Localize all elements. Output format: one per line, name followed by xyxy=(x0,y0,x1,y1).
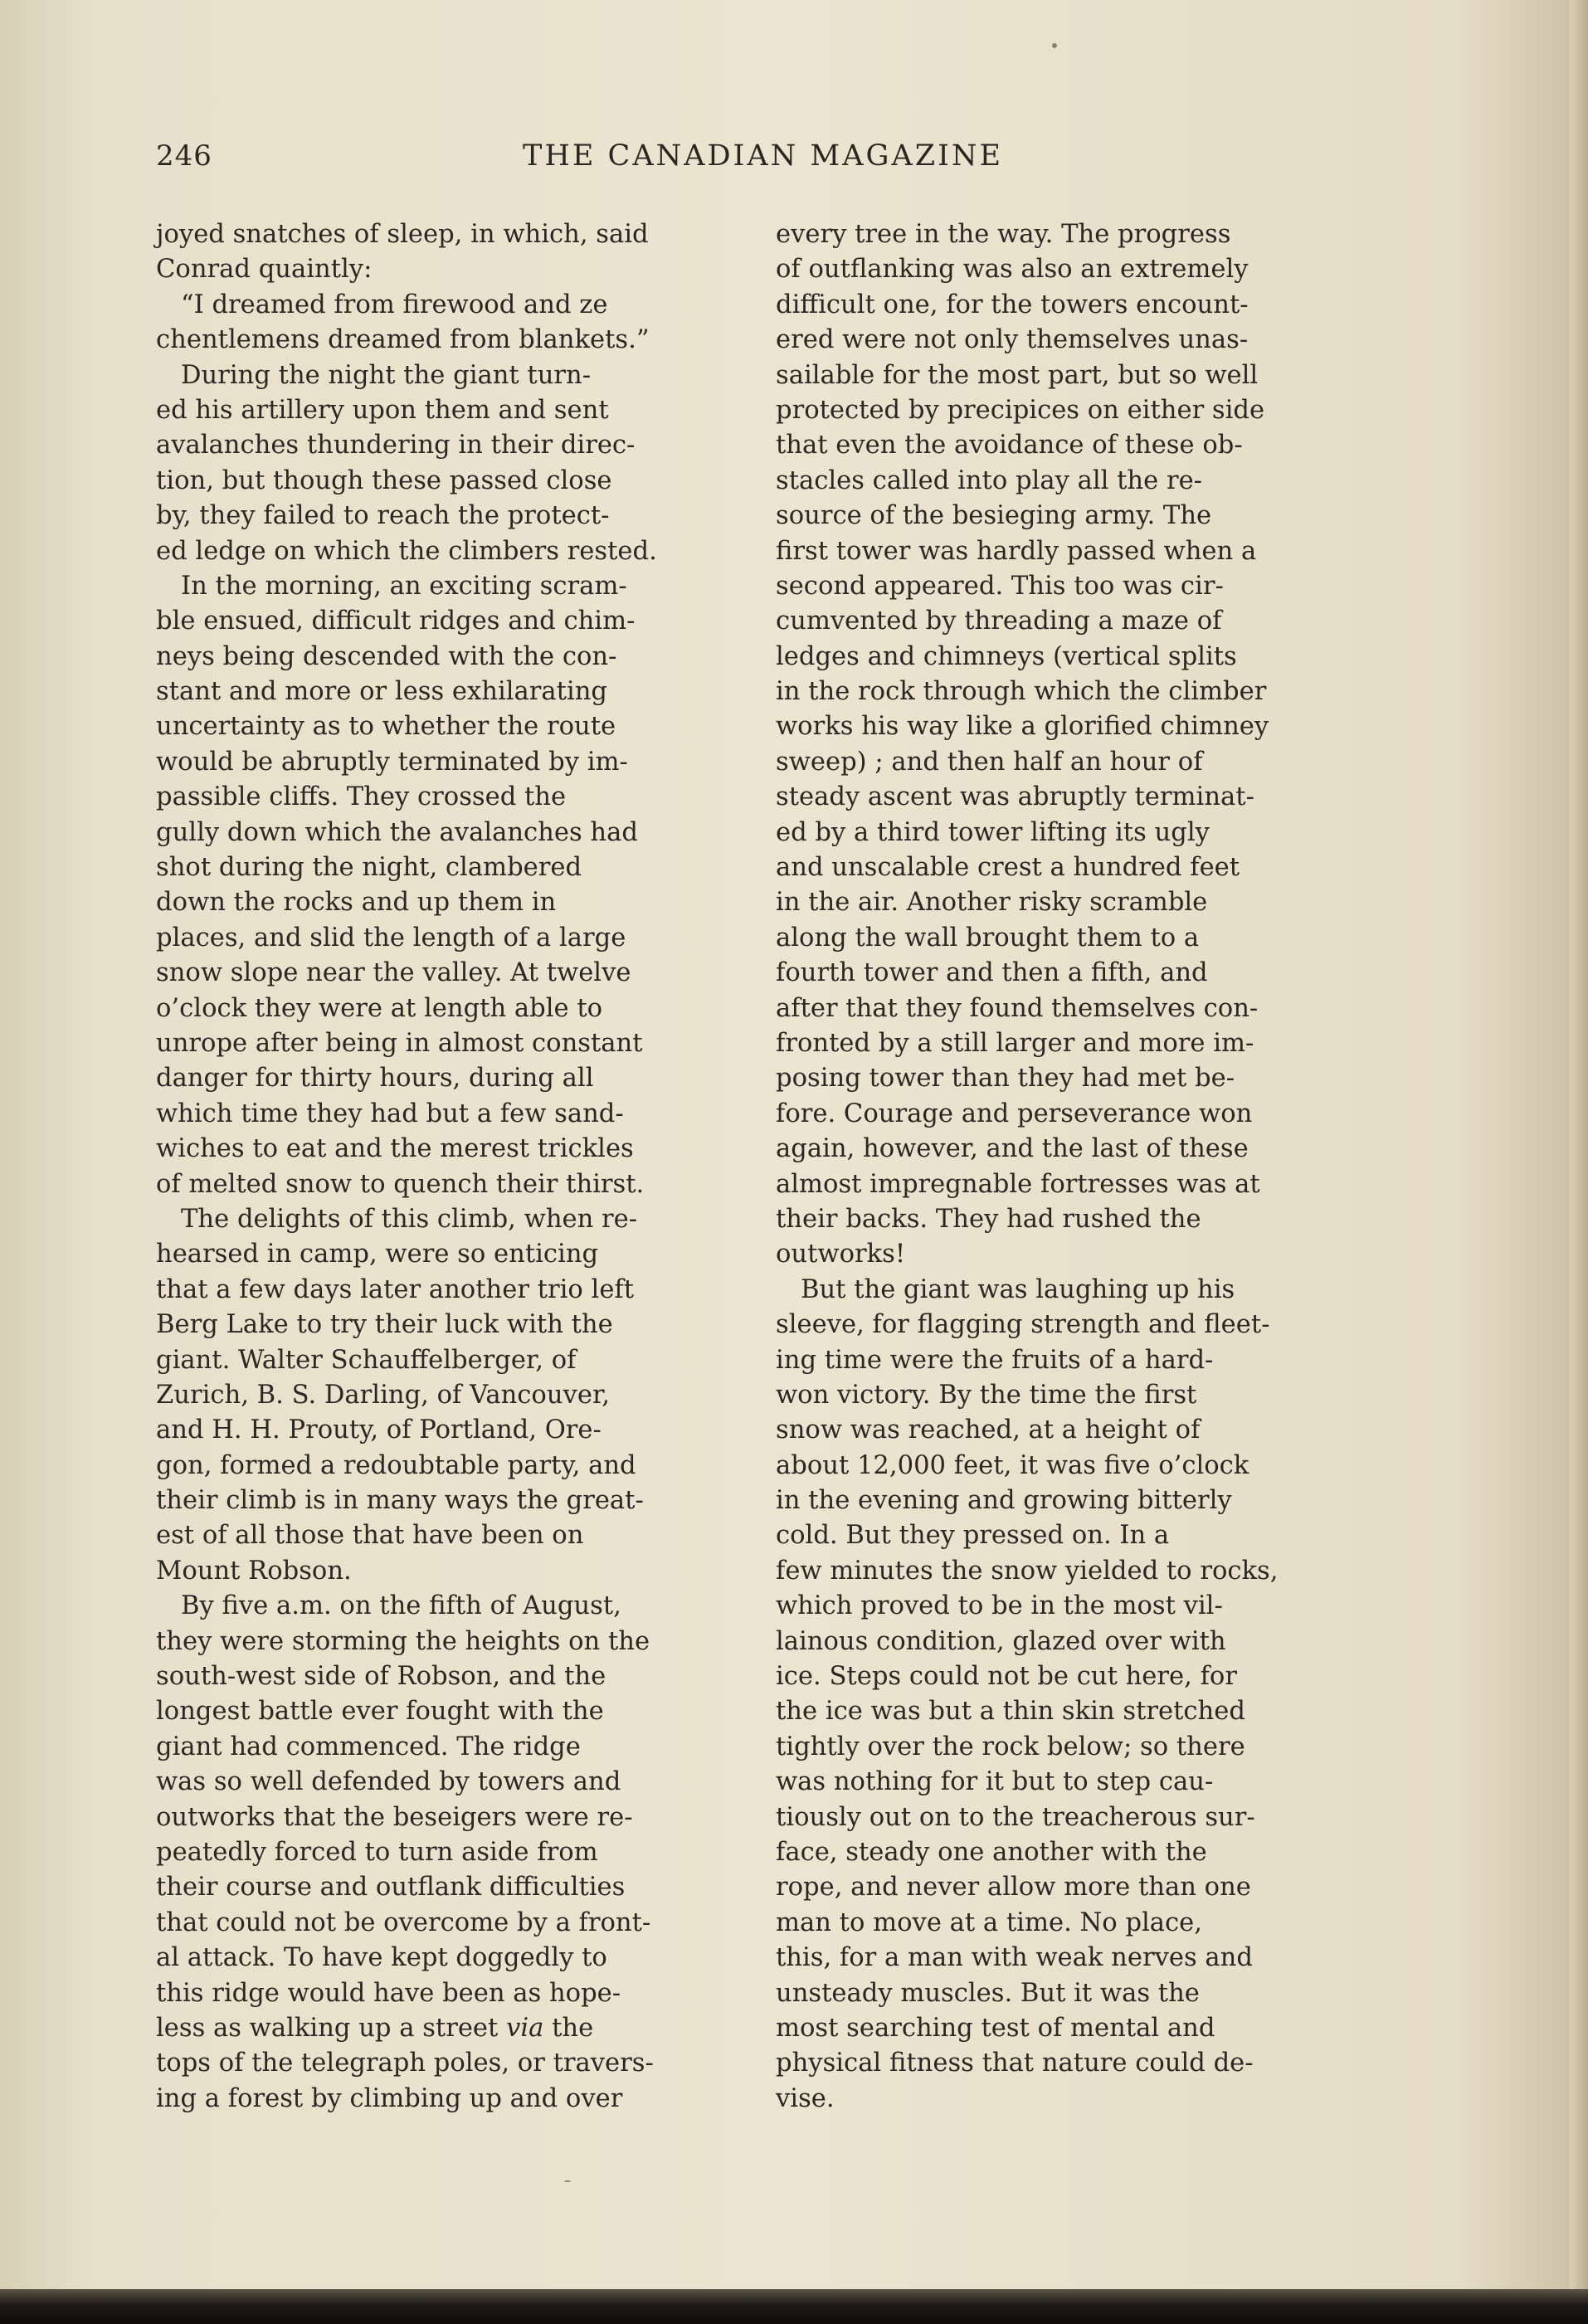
text-line-content: their backs. They had rushed the xyxy=(776,1204,1201,1234)
text-line-content: unsteady muscles. But it was the xyxy=(776,1978,1200,2008)
text-line xyxy=(776,1730,1375,1765)
text-line xyxy=(776,1941,1375,1976)
text-line-content: and unscalable crest a hundred feet xyxy=(776,853,1240,883)
text-line xyxy=(776,1906,1375,1941)
text-line xyxy=(776,1589,1375,1624)
text-line-content: about 12,000 feet, it was five o’clock xyxy=(776,1450,1249,1480)
text-line-content: gully down which the avalanches had xyxy=(156,817,638,847)
left-text-column xyxy=(156,217,732,2117)
text-line xyxy=(776,1202,1375,1237)
text-line-content: along the wall brought them to a xyxy=(776,923,1200,952)
text-line xyxy=(776,1554,1375,1589)
text-line xyxy=(156,569,732,604)
text-line-content: would be abruptly terminated by im- xyxy=(156,747,628,777)
text-line-content: and H. H. Prouty, of Portland, Ore- xyxy=(156,1415,602,1445)
text-line-content: down the rocks and up them in xyxy=(156,888,557,918)
text-line xyxy=(776,921,1375,956)
text-line xyxy=(776,1659,1375,1694)
text-line-content: which time they had but a few sand- xyxy=(156,1099,624,1128)
text-line-content: difficult one, for the towers encount- xyxy=(776,290,1249,319)
text-line xyxy=(156,1976,732,2011)
text-line xyxy=(776,1343,1375,1378)
text-line xyxy=(156,1167,732,1202)
text-line-content: places, and slid the length of a large xyxy=(156,923,626,952)
text-line xyxy=(776,1625,1375,1659)
text-line-content: danger for thirty hours, during all xyxy=(156,1064,594,1094)
text-line xyxy=(776,1765,1375,1800)
text-line xyxy=(776,2011,1375,2046)
text-line xyxy=(776,956,1375,991)
text-line-content: ing time were the fruits of a hard- xyxy=(776,1345,1214,1375)
text-line xyxy=(156,499,732,533)
text-line xyxy=(776,1132,1375,1167)
text-line xyxy=(776,640,1375,675)
page-edge-shadow xyxy=(1570,0,1588,2324)
text-line xyxy=(156,1449,732,1484)
text-line xyxy=(156,2046,732,2081)
text-line-content: that could not be overcome by a front- xyxy=(156,1907,651,1937)
text-line-content: ledges and chimneys (vertical splits xyxy=(776,641,1237,671)
text-line-tail: the xyxy=(543,2013,594,2043)
text-line-content: avalanches thundering in their direc- xyxy=(156,431,636,460)
text-line xyxy=(156,1308,732,1342)
text-line-content: The delights of this climb, when re- xyxy=(181,1204,638,1234)
text-line-content: by, they failed to reach the protect- xyxy=(156,501,610,531)
text-line xyxy=(776,1026,1375,1061)
text-line-content: of melted snow to quench their thirst. xyxy=(156,1169,645,1199)
text-line xyxy=(776,709,1375,744)
text-line-content: neys being descended with the con- xyxy=(156,641,617,671)
text-line-content: hearsed in camp, were so enticing xyxy=(156,1240,599,1269)
text-line xyxy=(776,534,1375,569)
text-line-content: chentlemens dreamed from blankets.” xyxy=(156,325,650,355)
text-line xyxy=(776,2046,1375,2081)
text-line xyxy=(776,991,1375,1026)
text-line-content: man to move at a time. No place, xyxy=(776,1907,1203,1937)
text-line-content: ing a forest by climbing up and over xyxy=(156,2083,623,2113)
text-line xyxy=(776,1484,1375,1518)
text-line xyxy=(776,288,1375,323)
text-line-content: est of all those that have been on xyxy=(156,1521,584,1551)
text-line xyxy=(156,1518,732,1553)
text-line xyxy=(776,428,1375,463)
text-line-content: in the air. Another risky scramble xyxy=(776,888,1208,918)
text-line xyxy=(776,499,1375,533)
text-line xyxy=(156,1273,732,1308)
text-line xyxy=(156,1237,732,1272)
text-line-content: of outflanking was also an extremely xyxy=(776,255,1249,285)
text-line xyxy=(156,2011,732,2046)
text-line-content: stacles called into play all the re- xyxy=(776,465,1203,495)
text-line xyxy=(776,1449,1375,1484)
text-line-content: that a few days later another trio left xyxy=(156,1274,635,1304)
text-line xyxy=(776,1518,1375,1553)
text-line-content: al attack. To have kept doggedly to xyxy=(156,1943,607,1973)
text-line xyxy=(156,1589,732,1624)
text-line xyxy=(156,780,732,815)
text-line xyxy=(776,850,1375,885)
text-line xyxy=(156,921,732,956)
text-line-content: Zurich, B. S. Darling, of Vancouver, xyxy=(156,1380,610,1410)
text-line-content: In the morning, an exciting scram- xyxy=(181,571,627,601)
text-line xyxy=(776,1694,1375,1729)
text-line-content: passible cliffs. They crossed the xyxy=(156,782,567,812)
text-line-content: physical fitness that nature could de- xyxy=(776,2049,1254,2078)
text-line-content: which proved to be in the most vil- xyxy=(776,1591,1223,1621)
text-line-content: ice. Steps could not be cut here, for xyxy=(776,1662,1237,1692)
text-line-content: every tree in the way. The progress xyxy=(776,220,1231,249)
text-line xyxy=(776,1167,1375,1202)
text-line-content: outworks that the beseigers were re- xyxy=(156,1802,633,1832)
text-line xyxy=(156,2082,732,2117)
text-line-content: ed by a third tower lifting its ugly xyxy=(776,817,1210,847)
paper-speck xyxy=(1052,43,1057,48)
text-line xyxy=(156,885,732,920)
text-line-content: after that they found themselves con- xyxy=(776,993,1259,1023)
text-line-content: lainous condition, glazed over with xyxy=(776,1626,1226,1656)
text-line xyxy=(156,252,732,287)
text-line xyxy=(156,1941,732,1976)
text-line xyxy=(156,991,732,1026)
text-line-content: again, however, and the last of these xyxy=(776,1134,1249,1164)
text-line xyxy=(156,358,732,393)
text-line-content: outworks! xyxy=(776,1240,906,1269)
text-line xyxy=(156,534,732,569)
text-line xyxy=(776,1870,1375,1905)
text-line xyxy=(776,1273,1375,1308)
text-line-content: ed his artillery upon them and sent xyxy=(156,395,609,425)
text-line-content: won victory. By the time the first xyxy=(776,1380,1197,1410)
text-line xyxy=(156,393,732,428)
paper-speck xyxy=(564,2180,571,2182)
text-line xyxy=(156,1413,732,1448)
text-line-content: tiously out on to the treacherous sur- xyxy=(776,1802,1255,1832)
text-line-content: During the night the giant turn- xyxy=(181,360,592,390)
text-line xyxy=(156,1870,732,1905)
text-line xyxy=(156,464,732,499)
text-line-content: wiches to eat and the merest trickles xyxy=(156,1134,634,1164)
text-line xyxy=(156,1625,732,1659)
text-line-content: source of the besieging army. The xyxy=(776,501,1212,531)
text-line-content: peatedly forced to turn aside from xyxy=(156,1837,598,1867)
text-line xyxy=(776,252,1375,287)
text-line-content: shot during the night, clambered xyxy=(156,853,582,883)
text-line xyxy=(776,1097,1375,1132)
text-line-content: stant and more or less exhilarating xyxy=(156,677,607,707)
text-line-content: fronted by a still larger and more im- xyxy=(776,1028,1254,1058)
text-line-content: rope, and never allow more than one xyxy=(776,1873,1251,1903)
text-line xyxy=(776,1061,1375,1096)
text-line-content: longest battle ever fought with the xyxy=(156,1697,604,1727)
text-line-content: snow was reached, at a height of xyxy=(776,1415,1201,1445)
page-header xyxy=(156,139,1376,189)
text-line-content: their course and outflank difficulties xyxy=(156,1873,626,1903)
text-line-content: few minutes the snow yielded to rocks, xyxy=(776,1556,1279,1586)
text-line-content: Berg Lake to try their luck with the xyxy=(156,1310,613,1340)
text-line-content: less as walking up a street xyxy=(156,2013,499,2043)
text-line xyxy=(776,323,1375,358)
text-line-content: snow slope near the valley. At twelve xyxy=(156,958,631,988)
text-line-content: sleeve, for flagging strength and fleet- xyxy=(776,1310,1270,1340)
text-line xyxy=(156,1132,732,1167)
text-line-content: that even the avoidance of these ob- xyxy=(776,431,1243,460)
running-head: THE CANADIAN MAGAZINE xyxy=(523,139,1004,173)
text-line xyxy=(156,1343,732,1378)
text-line-content: ble ensued, difficult ridges and chim- xyxy=(156,607,636,636)
text-line-content: first tower was hardly passed when a xyxy=(776,536,1257,566)
text-line-content: giant had commenced. The ridge xyxy=(156,1732,581,1761)
text-line xyxy=(776,816,1375,850)
text-line xyxy=(776,358,1375,393)
text-line xyxy=(156,1026,732,1061)
text-line xyxy=(156,1378,732,1413)
text-line xyxy=(156,675,732,709)
text-line-content: tion, but though these passed close xyxy=(156,465,612,495)
text-line-content: sailable for the most part, but so well xyxy=(776,360,1259,390)
text-line-content: this, for a man with weak nerves and xyxy=(776,1943,1253,1973)
text-line-content: giant. Walter Schauffelberger, of xyxy=(156,1345,577,1375)
text-line-content: sweep) ; and then half an hour of xyxy=(776,747,1203,777)
text-line xyxy=(776,745,1375,780)
text-line xyxy=(156,1097,732,1132)
text-line-content: second appeared. This too was cir- xyxy=(776,571,1224,601)
text-line xyxy=(776,885,1375,920)
text-line-content: posing tower than they had met be- xyxy=(776,1064,1235,1094)
text-line xyxy=(776,1308,1375,1342)
scan-bottom-shadow xyxy=(0,2289,1588,2324)
text-line xyxy=(776,1378,1375,1413)
text-line-content: they were storming the heights on the xyxy=(156,1626,650,1656)
text-line xyxy=(776,1413,1375,1448)
text-line xyxy=(156,323,732,358)
text-line-content: in the rock through which the climber xyxy=(776,677,1267,707)
text-line xyxy=(156,288,732,323)
text-line-content: fourth tower and then a fifth, and xyxy=(776,958,1208,988)
text-line xyxy=(156,1906,732,1941)
text-line xyxy=(156,428,732,463)
text-line-content: gon, formed a redoubtable party, and xyxy=(156,1450,636,1480)
text-line xyxy=(156,1484,732,1518)
text-line xyxy=(156,1800,732,1835)
text-line-content: “I dreamed from firewood and ze xyxy=(181,290,608,319)
text-line-content: unrope after being in almost constant xyxy=(156,1028,643,1058)
text-line xyxy=(776,217,1375,252)
text-line xyxy=(156,1730,732,1765)
text-line-content: By five a.m. on the fifth of August, xyxy=(181,1591,621,1621)
italic-word: via xyxy=(506,2013,544,2043)
text-line-content: was so well defended by towers and xyxy=(156,1767,621,1797)
text-line-content: face, steady one another with the xyxy=(776,1837,1207,1867)
text-line xyxy=(776,393,1375,428)
text-line-content: tops of the telegraph poles, or travers- xyxy=(156,2049,654,2078)
text-line xyxy=(156,1835,732,1870)
text-line xyxy=(776,1976,1375,2011)
text-line xyxy=(156,1061,732,1096)
text-line-content: steady ascent was abruptly terminat- xyxy=(776,782,1254,812)
text-line xyxy=(156,1554,732,1589)
text-line xyxy=(776,675,1375,709)
text-line-content: joyed snatches of sleep, in which, said xyxy=(156,220,649,249)
text-line-content: the ice was but a thin skin stretched xyxy=(776,1697,1245,1727)
text-line-content: was nothing for it but to step cau- xyxy=(776,1767,1214,1797)
text-line xyxy=(156,956,732,991)
text-line xyxy=(776,2082,1375,2117)
text-line-content: vise. xyxy=(776,2083,835,2113)
text-line-content: protected by precipices on either side xyxy=(776,395,1265,425)
page-number: 246 xyxy=(156,139,212,173)
text-line xyxy=(156,1202,732,1237)
text-line xyxy=(156,640,732,675)
text-line xyxy=(156,745,732,780)
text-line xyxy=(776,464,1375,499)
text-line-content: cold. But they pressed on. In a xyxy=(776,1521,1170,1551)
text-line xyxy=(156,1694,732,1729)
text-line xyxy=(776,569,1375,604)
text-line-content: ed ledge on which the climbers rested. xyxy=(156,536,657,566)
text-line-content: in the evening and growing bitterly xyxy=(776,1486,1232,1516)
text-line-content: their climb is in many ways the great- xyxy=(156,1486,644,1516)
text-line xyxy=(776,1835,1375,1870)
text-line xyxy=(156,1659,732,1694)
text-line-content: cumvented by threading a maze of xyxy=(776,607,1222,636)
text-line xyxy=(776,604,1375,639)
text-line-content: uncertainty as to whether the route xyxy=(156,712,616,742)
text-line-content: south-west side of Robson, and the xyxy=(156,1662,606,1692)
text-line xyxy=(156,709,732,744)
text-line-content: ered were not only themselves unas- xyxy=(776,325,1249,355)
text-line-content: fore. Courage and perseverance won xyxy=(776,1099,1253,1128)
text-line xyxy=(776,1800,1375,1835)
text-line xyxy=(776,780,1375,815)
text-line xyxy=(156,816,732,850)
text-line xyxy=(156,1765,732,1800)
text-line-content: works his way like a glorified chimney xyxy=(776,712,1269,742)
text-line-content: this ridge would have been as hope- xyxy=(156,1978,621,2008)
text-line xyxy=(156,850,732,885)
text-line-content: most searching test of mental and xyxy=(776,2013,1215,2043)
text-line-content: Conrad quaintly: xyxy=(156,255,373,285)
text-line-content: tightly over the rock below; so there xyxy=(776,1732,1245,1761)
text-line-content: o’clock they were at length able to xyxy=(156,993,603,1023)
right-text-column xyxy=(776,217,1375,2117)
text-line-content: almost impregnable fortresses was at xyxy=(776,1169,1260,1199)
text-line xyxy=(776,1237,1375,1272)
text-line-content: But the giant was laughing up his xyxy=(801,1274,1235,1304)
text-line xyxy=(156,604,732,639)
text-line-content: Mount Robson. xyxy=(156,1556,352,1586)
text-line xyxy=(156,217,732,252)
